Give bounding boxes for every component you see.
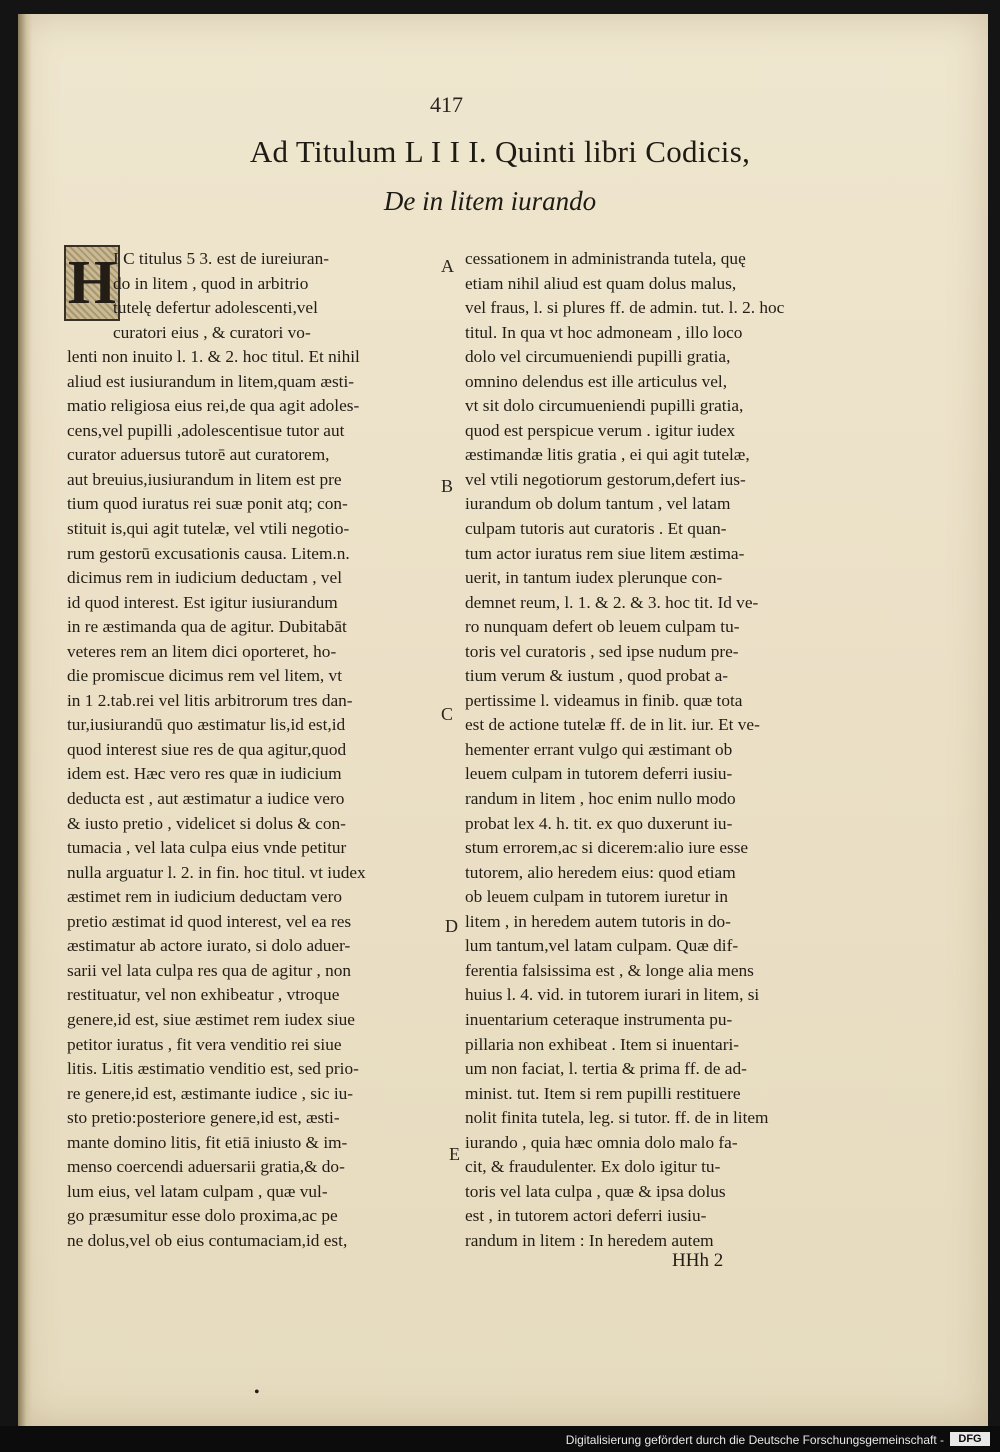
text-line: genere,id est, siue æstimet rem iudex siue bbox=[67, 1009, 355, 1029]
text-line: randum in litem : In heredem autem bbox=[465, 1230, 714, 1250]
page-mark: • bbox=[254, 1384, 260, 1401]
text-line: vt sit dolo circumueniendi pupilli gratia, bbox=[465, 396, 744, 416]
text-line: aliud est iusiurandum in litem,quam æsti- bbox=[67, 371, 355, 391]
left-text-column bbox=[67, 247, 421, 1253]
text-line: cit, & fraudulenter. Ex dolo igitur tu- bbox=[465, 1157, 721, 1177]
text-line: lum tantum,vel latam culpam. Quæ dif- bbox=[465, 936, 739, 956]
text-line: demnet reum, l. 1. & 2. & 3. hoc tit. Id ve- bbox=[465, 592, 759, 612]
text-line: dolo vel circumueniendi pupilli gratia, bbox=[465, 347, 731, 367]
text-line: deducta est , aut æstimatur a iudice vero bbox=[67, 789, 345, 809]
text-line: vel vtili negotiorum gestorum,defert ius- bbox=[465, 469, 746, 489]
text-line: re genere,id est, æstimante iudice , sic iu- bbox=[67, 1083, 354, 1103]
text-line: ro nunquam defert ob leuem culpam tu- bbox=[465, 617, 740, 637]
dfg-logo: DFG bbox=[950, 1432, 990, 1446]
text-line: est , in tutorem actori deferri iusiu- bbox=[465, 1206, 707, 1226]
text-line: um non faciat, l. tertia & prima ff. de ad- bbox=[465, 1059, 747, 1079]
text-line: sarii vel lata culpa res qua de agitur , non bbox=[67, 960, 352, 980]
text-line: quod interest siue res de qua agitur,quod bbox=[67, 739, 347, 759]
text-line: iurando , quia hæc omnia dolo malo fa- bbox=[465, 1132, 738, 1152]
text-line: idem est. Hæc vero res quæ in iudicium bbox=[67, 764, 342, 784]
text-line: lenti non inuito l. 1. & 2. hoc titul. Et nihil bbox=[67, 347, 360, 367]
text-line: stituit is,qui agit tutelæ, vel vtili negotio- bbox=[67, 519, 350, 539]
text-line: iurandum ob dolum tantum , vel latam bbox=[465, 494, 731, 514]
text-line: & iusto pretio , videlicet si dolus & con- bbox=[67, 813, 346, 833]
margin-letter-b: B bbox=[441, 476, 454, 496]
text-line: aut breuius,iusiurandum in litem est pre bbox=[67, 469, 342, 489]
text-line: titul. In qua vt hoc admoneam , illo loco bbox=[465, 322, 743, 342]
text-line: go præsumitur esse dolo proxima,ac pe bbox=[67, 1206, 338, 1226]
text-line: quod est perspicue verum . igitur iudex bbox=[465, 420, 736, 440]
text-line: curatori eius , & curatori vo- bbox=[113, 322, 311, 342]
text-line: ferentia falsissima est , & longe alia mens bbox=[465, 960, 754, 980]
text-line: tur,iusiurandū quo æstimatur lis,id est,id bbox=[67, 715, 346, 735]
page-edge bbox=[18, 14, 32, 1426]
footer-credit: Digitalisierung gefördert durch die Deutsche Forschungsgemeinschaft - bbox=[565, 1433, 944, 1447]
text-line: petitor iuratus , fit vera venditio rei siue bbox=[67, 1034, 342, 1054]
text-line: inuentarium ceteraque instrumenta pu- bbox=[465, 1009, 733, 1029]
text-line: sto pretio:posteriore genere,id est, æsti- bbox=[67, 1108, 340, 1128]
text-line: etiam nihil aliud est quam dolus malus, bbox=[465, 273, 737, 293]
margin-letter-a: A bbox=[441, 256, 454, 276]
text-line: litem , in heredem autem tutoris in do- bbox=[465, 911, 731, 931]
text-line: tumacia , vel lata culpa eius vnde petitur bbox=[67, 838, 347, 858]
text-line: toris vel curatoris , sed ipse nudum pre- bbox=[465, 641, 739, 661]
page-subtitle: De in litem iurando bbox=[383, 186, 597, 216]
page-number: 417 bbox=[430, 92, 463, 117]
text-line: nolit finita tutela, leg. si tutor. ff. de in litem bbox=[465, 1108, 769, 1128]
text-line: pretio æstimat id quod interest, vel ea res bbox=[67, 911, 352, 931]
text-line: tutorem, alio heredem eius: quod etiam bbox=[465, 862, 736, 882]
text-line: est de actione tutelæ ff. de in lit. iur. Et ve- bbox=[465, 715, 760, 735]
text-line: restituatur, vel non exhibeatur , vtroque bbox=[67, 985, 340, 1005]
text-line: leuem culpam in tutorem deferri iusiu- bbox=[465, 764, 733, 784]
margin-letter-c: C bbox=[441, 704, 454, 724]
text-line: I C titulus 5 3. est de iureiuran- bbox=[113, 249, 329, 268]
text-line: litis. Litis æstimatio venditio est, sed prio- bbox=[67, 1059, 359, 1079]
margin-letter-e: E bbox=[449, 1144, 460, 1164]
text-line: æstimandæ litis gratia , ei qui agit tutelæ, bbox=[465, 445, 750, 465]
catchword: HHh 2 bbox=[672, 1250, 724, 1271]
text-line: hementer errant vulgo qui æstimant ob bbox=[465, 739, 733, 759]
text-line: tum actor iuratus rem siue litem æstima- bbox=[465, 543, 745, 563]
text-line: cessationem in administranda tutela, quę bbox=[465, 249, 746, 268]
page-title: Ad Titulum L I I I. Quinti libri Codicis, bbox=[249, 134, 751, 169]
text-line: æstimet rem in iudicium deductam vero bbox=[67, 887, 342, 907]
text-line: lum eius, vel latam culpam , quæ vul- bbox=[67, 1181, 328, 1201]
text-line: tium quod iuratus rei suæ ponit atq; con- bbox=[67, 494, 348, 514]
text-line: id quod interest. Est igitur iusiurandum bbox=[67, 592, 338, 612]
text-line: mante domino litis, fit etiā iniusto & im- bbox=[67, 1132, 348, 1152]
text-line: toris vel lata culpa , quæ & ipsa dolus bbox=[465, 1181, 726, 1201]
text-line: ne dolus,vel ob eius contumaciam,id est, bbox=[67, 1230, 348, 1250]
margin-letter-d: D bbox=[445, 916, 458, 936]
text-line: in re æstimanda qua de agitur. Dubitabāt bbox=[67, 617, 347, 637]
text-line: dicimus rem in iudicium deductam , vel bbox=[67, 568, 342, 588]
text-line: die promiscue dicimus rem vel litem, vt bbox=[67, 666, 342, 686]
text-line: curator aduersus tutorē aut curatorem, bbox=[67, 445, 330, 465]
text-line: tutelę defertur adolescenti,vel bbox=[113, 298, 318, 318]
text-line: pillaria non exhibeat . Item si inuentari- bbox=[465, 1034, 740, 1054]
text-line: menso coercendi aduersarii gratia,& do- bbox=[67, 1157, 345, 1177]
text-line: omnino delendus est ille articulus vel, bbox=[465, 371, 728, 391]
text-line: uerit, in tantum iudex plerunque con- bbox=[465, 568, 723, 588]
text-line: cens,vel pupilli ,adolescentisue tutor aut bbox=[67, 420, 345, 440]
text-line: culpam tutoris aut curatoris . Et quan- bbox=[465, 519, 727, 539]
text-line: stum errorem,ac si dicerem:alio iure esse bbox=[465, 838, 749, 858]
text-line: ob leuem culpam in tutorem iuretur in bbox=[465, 887, 728, 907]
initial-letter: H bbox=[67, 249, 117, 317]
text-line: huius l. 4. vid. in tutorem iurari in litem, si bbox=[465, 985, 760, 1005]
text-line: tium verum & iustum , quod probat a- bbox=[465, 666, 729, 686]
text-line: matio religiosa eius rei,de qua agit adoles- bbox=[67, 396, 360, 416]
text-line: æstimatur ab actore iurato, si dolo aduer- bbox=[67, 936, 351, 956]
text-line: randum in litem , hoc enim nullo modo bbox=[465, 789, 736, 809]
text-line: minist. tut. Item si rem pupilli restituere bbox=[465, 1083, 741, 1103]
right-text-column bbox=[465, 247, 819, 1253]
text-line: vel fraus, l. si plures ff. de admin. tut. l. 2. hoc bbox=[465, 298, 785, 318]
text-line: veteres rem an litem dici oporteret, ho- bbox=[67, 641, 337, 661]
text-line: nulla arguatur l. 2. in fin. hoc titul. vt iudex bbox=[67, 862, 366, 882]
text-line: probat lex 4. h. tit. ex quo duxerunt iu- bbox=[465, 813, 733, 833]
text-line: in 1 2.tab.rei vel litis arbitrorum tres dan- bbox=[67, 690, 353, 710]
text-line: do in litem , quod in arbitrio bbox=[113, 273, 309, 293]
text-line: pertissime l. videamus in finib. quæ tota bbox=[465, 690, 743, 710]
text-line: rum gestorū excusationis causa. Litem.n. bbox=[67, 543, 350, 563]
